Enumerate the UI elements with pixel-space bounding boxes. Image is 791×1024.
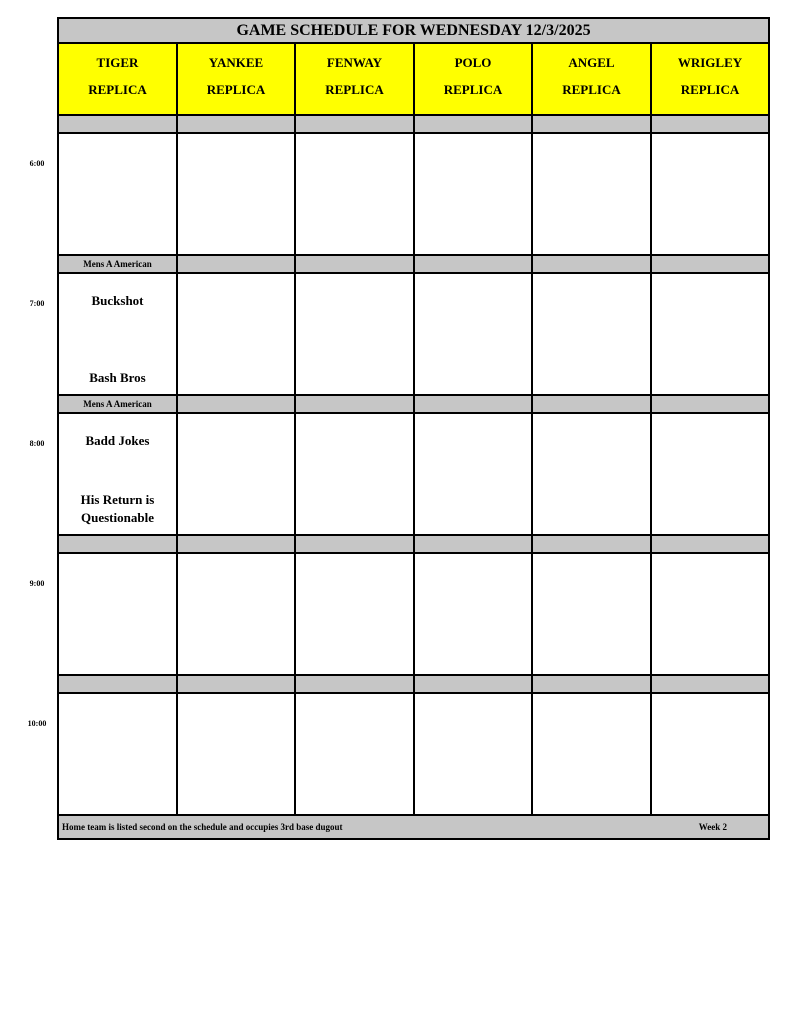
field-subtitle: REPLICA — [443, 82, 503, 97]
empty-game-cell — [414, 413, 532, 535]
division-band — [414, 675, 532, 693]
empty-game-cell — [177, 693, 295, 815]
field-subtitle: REPLICA — [562, 82, 621, 97]
division-band — [414, 255, 532, 273]
division-band — [295, 255, 414, 273]
game-cell — [58, 273, 177, 395]
field-name: TIGER — [96, 55, 139, 70]
field-header-fenway — [295, 43, 414, 115]
empty-game-cell — [58, 133, 177, 255]
empty-game-cell — [414, 693, 532, 815]
grid-line — [768, 17, 770, 840]
time-label: 7:00 — [29, 299, 45, 308]
division-band — [177, 535, 295, 553]
home-team: His Return is Questionable — [80, 492, 155, 525]
field-name: ANGEL — [568, 55, 615, 70]
empty-game-cell — [177, 133, 295, 255]
division-band — [414, 115, 532, 133]
division-label: Mens A American — [58, 255, 177, 273]
grid-line — [650, 42, 652, 815]
division-band — [651, 115, 769, 133]
grid-line — [531, 42, 533, 815]
field-name: WRIGLEY — [677, 55, 743, 70]
grid-line — [413, 42, 415, 815]
empty-game-cell — [651, 133, 769, 255]
division-band — [58, 535, 177, 553]
footer-note: Home team is listed second on the schedule and occupies 3rd base dugout — [62, 822, 343, 832]
division-band — [177, 675, 295, 693]
empty-game-cell — [295, 413, 414, 535]
division-band — [177, 115, 295, 133]
division-band — [58, 675, 177, 693]
division-band — [532, 675, 651, 693]
field-header-angel — [532, 43, 651, 115]
field-subtitle: REPLICA — [88, 82, 147, 97]
division-label: Mens A American — [58, 395, 177, 413]
empty-game-cell — [58, 693, 177, 815]
empty-game-cell — [532, 133, 651, 255]
division-band — [414, 535, 532, 553]
field-header-polo — [414, 43, 532, 115]
empty-game-cell — [414, 133, 532, 255]
time-label: 8:00 — [29, 439, 45, 448]
empty-game-cell — [295, 693, 414, 815]
division-band — [532, 535, 651, 553]
empty-game-cell — [651, 273, 769, 395]
schedule-footer — [58, 815, 769, 839]
grid-line — [57, 17, 59, 840]
empty-game-cell — [295, 273, 414, 395]
empty-game-cell — [651, 553, 769, 675]
empty-game-cell — [295, 133, 414, 255]
field-header-yankee — [177, 43, 295, 115]
division-band — [651, 395, 769, 413]
away-team: Buckshot — [91, 293, 144, 308]
empty-game-cell — [532, 693, 651, 815]
division-band — [295, 675, 414, 693]
away-team: Badd Jokes — [85, 433, 150, 448]
empty-game-cell — [58, 553, 177, 675]
empty-game-cell — [532, 273, 651, 395]
time-label: 10:00 — [27, 719, 47, 728]
grid-line — [57, 838, 770, 840]
field-name: POLO — [454, 55, 492, 70]
empty-game-cell — [651, 413, 769, 535]
field-header-wrigley — [651, 43, 769, 115]
division-band — [177, 395, 295, 413]
division-band — [177, 255, 295, 273]
division-band — [532, 115, 651, 133]
field-name: FENWAY — [326, 55, 383, 70]
division-band — [295, 115, 414, 133]
empty-game-cell — [651, 693, 769, 815]
empty-game-cell — [414, 553, 532, 675]
division-band — [651, 255, 769, 273]
grid-line — [294, 42, 296, 815]
field-subtitle: REPLICA — [680, 82, 740, 97]
grid-line — [57, 17, 770, 19]
empty-game-cell — [177, 553, 295, 675]
empty-game-cell — [532, 553, 651, 675]
time-label: 6:00 — [29, 159, 45, 168]
field-subtitle: REPLICA — [206, 82, 266, 97]
field-name: YANKEE — [208, 55, 264, 70]
division-band — [651, 675, 769, 693]
empty-game-cell — [177, 273, 295, 395]
division-band — [295, 395, 414, 413]
division-band — [414, 395, 532, 413]
time-label: 9:00 — [29, 579, 45, 588]
home-team: Bash Bros — [89, 370, 146, 385]
division-band — [532, 255, 651, 273]
empty-game-cell — [414, 273, 532, 395]
schedule-title: GAME SCHEDULE FOR WEDNESDAY 12/3/2025 — [58, 18, 769, 43]
division-band — [532, 395, 651, 413]
field-subtitle: REPLICA — [325, 82, 384, 97]
game-cell — [58, 413, 177, 535]
week-label: Week 2 — [698, 822, 727, 832]
field-header-tiger — [58, 43, 177, 115]
empty-game-cell — [177, 413, 295, 535]
division-band — [295, 535, 414, 553]
empty-game-cell — [295, 553, 414, 675]
division-band — [651, 535, 769, 553]
division-band — [58, 115, 177, 133]
empty-game-cell — [532, 413, 651, 535]
grid-line — [176, 42, 178, 815]
